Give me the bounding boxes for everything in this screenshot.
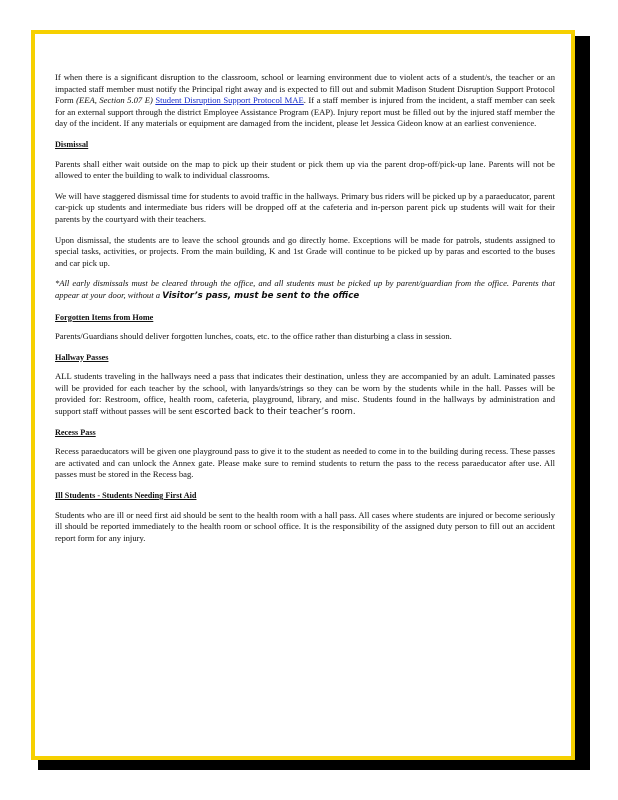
protocol-link[interactable]: Student Disruption Support Protocol MAE [155,95,304,106]
ill-paragraph: Students who are ill or need first aid should be sent to the health room with a hall pass. All cases where students are injured or become seriously ill should be reported immediately to the health room or school office. It is the responsibility of the assigned duty person to fill out an accident report form for any injury. [55,509,555,543]
dismissal-note-italic: *All early dismissals must be cleared through the office, and all students must be picked up by parent/guardian from the office. Parents that appear at your door, without a [55,278,555,300]
intro-text: If when there is a significant disruption to the classroom, school or learning environment due to violent acts of a student/s, the teacher or an impacted staff member must notify the Principal right away and is expected to fill out and submit Madison Student Disruption Support Protocol Form [55,72,555,106]
hallway-paragraph [55,371,555,417]
forgotten-heading: Forgotten Items from Home [55,312,154,322]
dismissal-paragraph-3: Upon dismissal, the students are to leave the school grounds and go directly home. Exceptions will be made for patrols, students assigned to special tasks, activities, or projects. From the main building, K and 1st Grade will continue to be picked up by paras and escorted to the buses and car pick up. [55,234,555,268]
dismissal-paragraph-1: Parents shall either wait outside on the map to pick up their student or pick them up via the parent drop-off/pick-up lane. Parents will not be allowed to enter the building to walk to individual classrooms. [55,158,555,181]
forgotten-paragraph: Parents/Guardians should deliver forgotten lunches, coats, etc. to the office rather than disturbing a class in session. [55,331,452,342]
hallway-heading: Hallway Passes [55,352,109,362]
recess-heading: Recess Pass [55,427,96,437]
intro-text-end: . If a staff member is injured from the incident, a staff member can seek for an external support through the district Employee Assistance Program (EAP). Injury report must be filled out by the injured staff member the day of the incident. If any materials or equipment are damaged from the incident, please let Jessica Gideon know at an earliest convenience. [55,95,555,129]
hallway-text-end: escorted back to their teacher’s room. [194,406,356,417]
document-page [31,30,575,760]
dismissal-heading: Dismissal [55,139,89,149]
recess-paragraph: Recess paraeducators will be given one playground pass to give it to the student as needed to come in to the building during recess. These passes are activated and can unlock the Annex gate. Please make sure to remind students to return the pass to the recess paraeducator after use. All passes must be stored in the Recess bag. [55,446,555,480]
document-body [55,72,555,553]
dismissal-paragraph-2: We will have staggered dismissal time for students to avoid traffic in the hallways. Primary bus riders will be picked up by a paraeducator, parent car-pick up students and intermediate bus riders will be dropped off at the cafeteria and in-person parent pick up students will wait for their parents by the courtyard with their teachers. [55,190,555,224]
intro-citation: (EEA, Section 5.07 E) [76,95,153,106]
intro-paragraph [55,72,555,130]
dismissal-note [55,278,555,302]
ill-heading: Ill Students - Students Needing First Aid [55,491,197,501]
dismissal-note-bold: Visitor’s pass, must be sent to the office [162,290,360,301]
hallway-text: ALL students traveling in the hallways need a pass that indicates their destination, unless they are accompanied by an adult. Laminated passes will be provided for each teacher by the school, with lanyards/strings so they can be worn by the students while in the hall. Passes will be provided for: Restroom, office, health room, cafeteria, playground, library, and misc. Students found in the hallways by administration and support staff without passes will be sent [55,371,555,417]
